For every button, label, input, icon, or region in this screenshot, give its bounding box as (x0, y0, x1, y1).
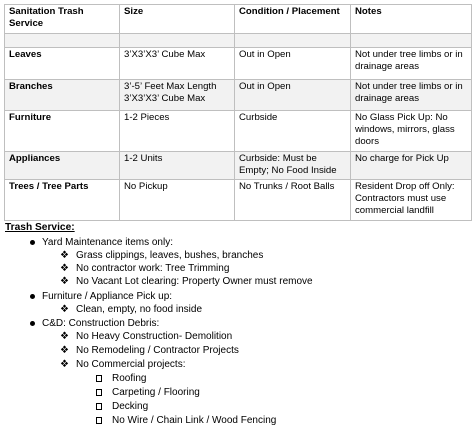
row-notes: Not under tree limbs or in drainage areas (351, 80, 472, 111)
list-item (0, 318, 474, 330)
bullet-dot-icon (30, 321, 35, 326)
list-item-label: No Vacant Lot clearing: Property Owner must remove (76, 276, 313, 287)
list-item-label: C&D: Construction Debris: (42, 318, 160, 329)
list-item (0, 387, 474, 399)
sanitation-table (4, 4, 472, 221)
checkbox-bullet-icon (96, 389, 102, 396)
checkbox-bullet-icon (96, 375, 102, 382)
row-notes: No charge for Pick Up (351, 152, 472, 180)
row-condition: Out in Open (235, 48, 351, 80)
bullet-dot-icon (30, 240, 35, 245)
row-type: Furniture (5, 111, 120, 152)
list-item (0, 291, 474, 303)
row-size: 1-2 Pieces (120, 111, 235, 152)
row-size: No Pickup (120, 180, 235, 221)
row-size: 3’-5’ Feet Max Length 3’X3’X3’ Cube Max (120, 80, 235, 111)
table-header-row (5, 5, 472, 34)
row-condition: No Trunks / Root Balls (235, 180, 351, 221)
row-condition: Curbside: Must be Empty; No Food Inside (235, 152, 351, 180)
list-item-label: Decking (112, 401, 149, 412)
list-item-label: Grass clippings, leaves, bushes, branches (76, 250, 264, 261)
table-row (5, 48, 472, 80)
list-item (0, 359, 474, 371)
list-item-label: Furniture / Appliance Pick up: (42, 291, 173, 302)
row-condition: Curbside (235, 111, 351, 152)
diamond-bullet-icon: ❖ (60, 359, 69, 370)
row-notes: No Glass Pick Up: No windows, mirrors, glass doors (351, 111, 472, 152)
row-type: Appliances (5, 152, 120, 180)
header-cell-condition: Condition / Placement (235, 5, 351, 34)
list-item (0, 345, 474, 357)
list-item (0, 263, 474, 275)
diamond-bullet-icon: ❖ (60, 304, 69, 315)
list-item-label: Clean, empty, no food inside (76, 304, 203, 315)
header-cell-size: Size (120, 5, 235, 34)
table-row (5, 152, 472, 180)
list-item (0, 276, 474, 288)
header-cell-service: Sanitation Trash Service (5, 5, 120, 34)
checkbox-bullet-icon (96, 417, 102, 424)
list-item-label: No contractor work: Tree Trimming (76, 263, 230, 274)
row-type: Branches (5, 80, 120, 111)
row-notes: Not under tree limbs or in drainage areas (351, 48, 472, 80)
table-row (5, 80, 472, 111)
row-size: 1-2 Units (120, 152, 235, 180)
list-item (0, 401, 474, 413)
table-row (5, 111, 472, 152)
list-item-label: No Commercial projects: (76, 359, 186, 370)
list-item-label: Carpeting / Flooring (112, 387, 200, 398)
diamond-bullet-icon: ❖ (60, 263, 69, 274)
diamond-bullet-icon: ❖ (60, 276, 69, 287)
diamond-bullet-icon: ❖ (60, 250, 69, 261)
bullet-dot-icon (30, 294, 35, 299)
list-item-label: No Wire / Chain Link / Wood Fencing (112, 415, 277, 426)
list-item (0, 237, 474, 249)
checkbox-bullet-icon (96, 403, 102, 410)
row-notes: Resident Drop off Only: Contractors must use commercial landfill (351, 180, 472, 221)
trash-service-heading: Trash Service: (5, 222, 75, 233)
diamond-bullet-icon: ❖ (60, 331, 69, 342)
row-condition: Out in Open (235, 80, 351, 111)
list-item-label: No Heavy Construction- Demolition (76, 331, 233, 342)
table-row (5, 180, 472, 221)
list-item (0, 304, 474, 316)
header-cell-notes: Notes (351, 5, 472, 34)
diamond-bullet-icon: ❖ (60, 345, 69, 356)
row-type: Leaves (5, 48, 120, 80)
list-item (0, 373, 474, 385)
list-item (0, 250, 474, 262)
table-spacer-row (5, 34, 472, 48)
row-size: 3’X3’X3’ Cube Max (120, 48, 235, 80)
list-item (0, 331, 474, 343)
list-item (0, 415, 474, 427)
list-item-label: Yard Maintenance items only: (42, 237, 173, 248)
list-item-label: No Remodeling / Contractor Projects (76, 345, 239, 356)
list-item-label: Roofing (112, 373, 147, 384)
row-type: Trees / Tree Parts (5, 180, 120, 221)
